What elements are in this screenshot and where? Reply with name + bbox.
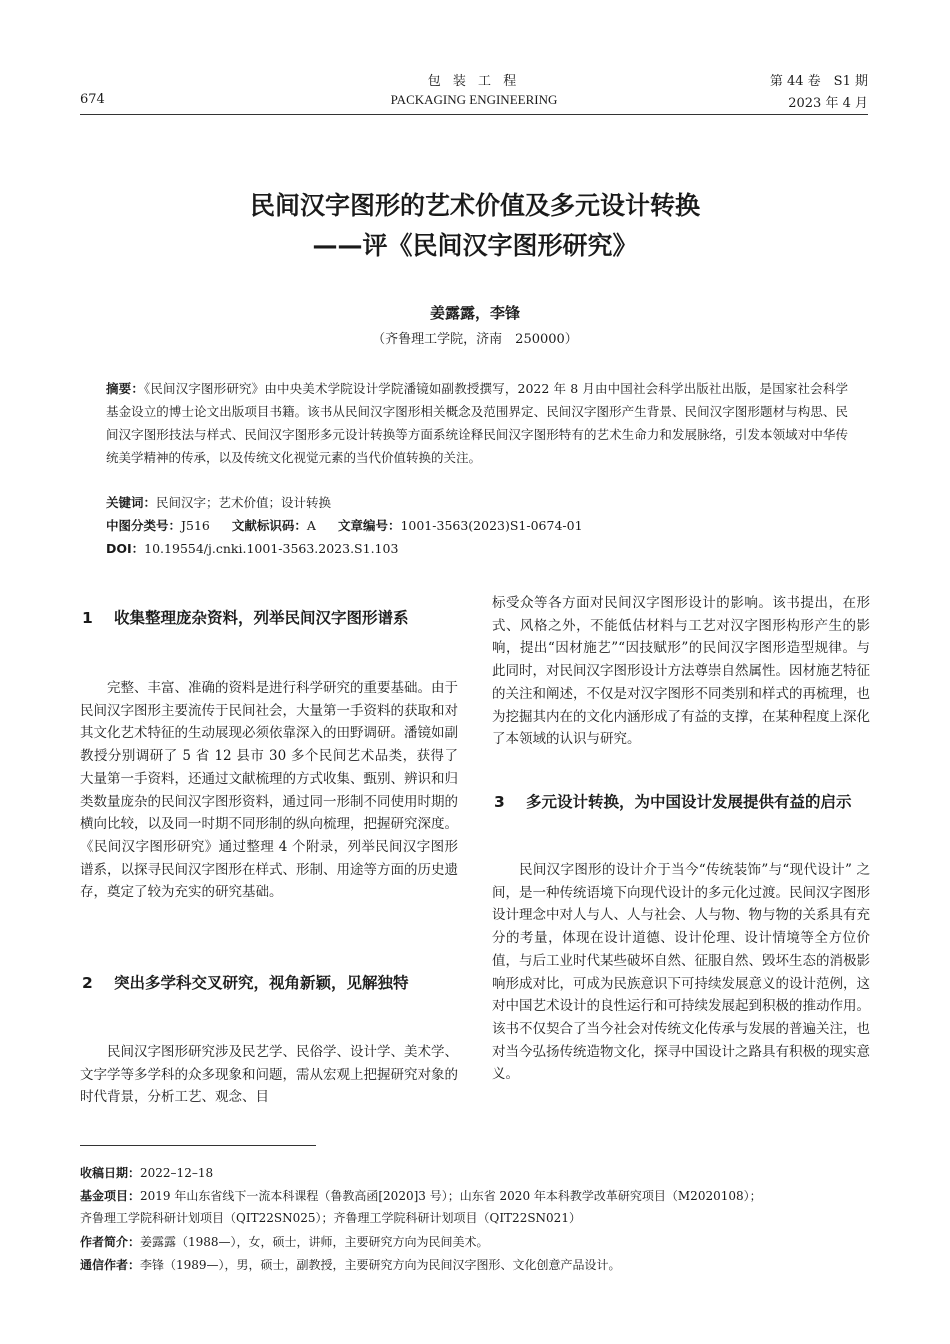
bio-label: 作者简介： xyxy=(80,1235,141,1249)
section-2-heading xyxy=(82,970,454,996)
clc-code: J516 xyxy=(181,518,210,533)
abstract-label: 摘要： xyxy=(106,381,144,396)
keywords-text: 民间汉字；艺术价值；设计转换 xyxy=(156,495,332,510)
affiliation: （齐鲁理工学院，济南 250000） xyxy=(372,332,578,347)
section-3-body: 民间汉字图形的设计介于当今“传统装饰”与“现代设计” 之间，是一种传统语境下向现代设计的多元化过渡。民间汉字图形设计理念中对人与人、人与社会、人与物、物与物的关系具有充分的考量，体现在设计道德、设计伦理、设计情境等全方位价值，与后工业时代某些破坏自然、征服自然、毁坏生态的消极影响形成对比，可成为民族意识下可持续发展意义的设计范例，这对中国艺术设计的良性运行和可持续发展起到积极的推动作用。该书不仅契合了当今社会对传统文化传承与发展的普遍关注，也对当今弘扬传统造物文化，探寻中国设计之路具有积极的现实意义。 xyxy=(492,862,870,1083)
footnote-separator xyxy=(80,1145,316,1146)
section-1-title: 收集整理庞杂资料，列举民间汉字图形谱系 xyxy=(114,609,409,627)
footnote-received xyxy=(80,1162,870,1184)
running-header xyxy=(80,70,868,115)
bio-text: 姜露露（1988—），女，硕士，讲师，主要研究方向为民间美术。 xyxy=(140,1235,489,1249)
section-2-title: 突出多学科交叉研究，视角新颖，见解独特 xyxy=(114,974,409,992)
keywords-label: 关键词： xyxy=(106,495,157,510)
title-line-1: 民间汉字图形的艺术价值及多元设计转换 xyxy=(249,191,700,220)
corr-text: 李锋（1989—），男，硕士，副教授，主要研究方向为民间汉字图形、文化创意产品设计。 xyxy=(140,1258,621,1272)
article-title xyxy=(0,186,950,266)
fund-line-1: 2019 年山东省线下一流本科课程（鲁教高函[2020]3 号）；山东省 2020 年本科教学改革研究项目（M2020108）； xyxy=(140,1189,762,1203)
doc-code-label: 文献标识码： xyxy=(231,518,307,533)
received-date: 2022–12–18 xyxy=(140,1166,214,1180)
journal-name-en: PACKAGING ENGINEERING xyxy=(390,92,558,107)
section-2-body-part2: 标受众等各方面对民间汉字图形设计的影响。该书提出，在形式、风格之外，不能低估材料与工艺对汉字图形构形产生的影响，提出“因材施艺”“因技赋形”的民间汉字图形造型规律。与此同时，对民间汉字图形设计方法尊崇自然属性。因材施艺特征的关注和阐述，不仅是对汉字图形不同类别和样式的再梳理，也为挖掘其内在的文化内涵形成了有益的支撑，在某种程度上深化了本领域的认识与研究。 xyxy=(492,595,870,748)
doi-label: DOI： xyxy=(106,541,145,556)
journal-name-cn: 包 装 工 程 xyxy=(427,74,521,89)
fund-line-2: 齐鲁理工学院科研计划项目（QIT22SN025）；齐鲁理工学院科研计划项目（QIT22SN021） xyxy=(80,1211,581,1225)
abstract xyxy=(106,377,848,469)
clc-label: 中图分类号： xyxy=(106,518,182,533)
section-3-title: 多元设计转换，为中国设计发展提供有益的启示 xyxy=(526,793,852,811)
fund-label: 基金项目： xyxy=(80,1189,141,1203)
article-number: 1001-3563(2023)S1-0674-01 xyxy=(400,518,583,533)
classification-line xyxy=(106,514,848,537)
section-3-heading xyxy=(494,789,866,815)
section-2-number: 2 xyxy=(82,974,93,992)
abstract-text: 《民间汉字图形研究》由中央美术学院设计学院潘镜如副教授撰写，2022 年 8 月由中国社会科学出版社出版，是国家社会科学基金设立的博士论文出版项目书籍。该书从民间汉字图形相关概念及范围界定、民间汉字图形产生背景、民间汉字图形题材与构思、民间汉字图形技法与样式、民间汉字图形多元设计转换等方面系统诠释民间汉字图形特有的艺术生命力和发展脉络，引发本领域对中华传统美学精神的传承，以及传统文化视觉元素的当代价值转换的关注。 xyxy=(106,381,848,465)
article-number-label: 文章编号： xyxy=(337,518,401,533)
doc-code: A xyxy=(306,518,316,533)
section-3-number: 3 xyxy=(494,793,505,811)
section-1-heading xyxy=(82,605,454,631)
title-line-2: ——评《民间汉字图形研究》 xyxy=(312,231,638,260)
section-1-body: 完整、丰富、准确的资料是进行科学研究的重要基础。由于民间汉字图形主要流传于民间社会，大量第一手资料的获取和对其文化艺术特征的生动展现必须依靠深入的田野调研。潘镜如副教授分别调研了 5 省 12 县市 30 多个民间艺术品类，获得了大量第一手资料，还通过文献梳理的方式收集、甄别、辨识和归类数量庞杂的民间汉字图形资料，通过同一形制不同使用时期的横向比较，以及同一时期不同形制的纵向梳理，把握研究深度。《民间汉字图形研究》通过整理 4 个附录，列举民间汉字图形谱系，以探寻民间汉字图形在样式、形制、用途等方面的历史遗存，奠定了较为充实的研究基础。 xyxy=(80,680,458,901)
corr-label: 通信作者： xyxy=(80,1258,141,1272)
footnote-fund xyxy=(80,1185,870,1229)
keywords xyxy=(106,491,848,514)
footnote-corresponding xyxy=(80,1254,870,1276)
section-2-body-part1: 民间汉字图形研究涉及民艺学、民俗学、设计学、美术学、文字学等多学科的众多现象和问题，需从宏观上把握研究对象的时代背景，分析工艺、观念、目 xyxy=(80,1044,458,1106)
section-1-number: 1 xyxy=(82,609,93,627)
footnote-author-bio xyxy=(80,1231,870,1253)
doi-text: 10.19554/j.cnki.1001-3563.2023.S1.103 xyxy=(144,541,399,556)
publication-date: 2023 年 4 月 xyxy=(788,96,868,111)
page-number: 674 xyxy=(80,92,105,107)
authors: 姜露露，李锋 xyxy=(429,304,520,322)
doi-line xyxy=(106,537,848,560)
received-label: 收稿日期： xyxy=(80,1166,141,1180)
volume-issue: 第 44 卷 S1 期 xyxy=(769,74,868,89)
